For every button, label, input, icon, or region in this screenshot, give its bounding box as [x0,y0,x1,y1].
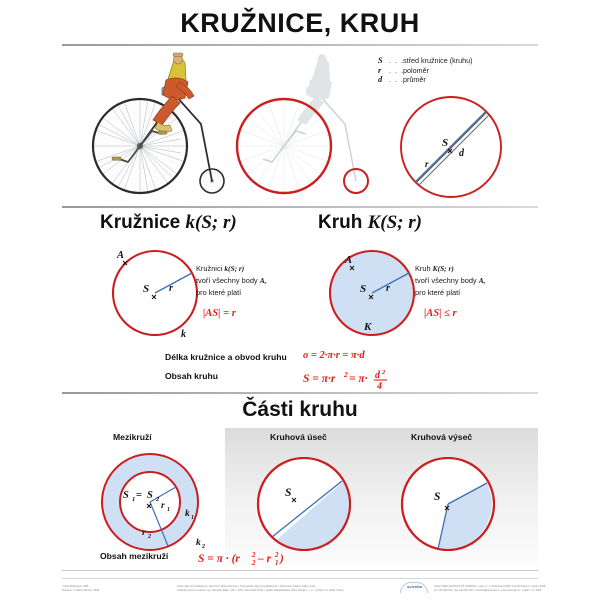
svg-text:S: S [147,490,153,501]
divider-footer-top [62,570,538,571]
text-kruznice-line2-plain: tvoří všechny body [196,276,260,285]
footer-col3-line2: tel. 222 522 023 • fax 222 522 024 • obchod@scientia.cz • www.scientia.cz • vydání 1.0, 2008 [434,589,542,592]
footer [62,582,546,598]
svg-text:= π·: = π· [349,373,368,385]
label-center-s: S [143,283,150,295]
svg-text:): ) [280,553,284,565]
label-radius-r: r [169,283,173,294]
figure-kruhova-usec [248,452,368,558]
svg-text:d: d [375,370,380,381]
legend-symbol-d: d [378,75,383,85]
text-kruznice-line2 [196,276,266,286]
label-mezikruzi: Mezikruží [113,432,152,442]
svg-text:2: 2 [252,559,256,567]
text-kruh-line2 [415,276,485,286]
footer-col2-line2: Grafická úprava a sazba: Ing. Stanislav Eliáš, CSc. • DTP: Alexandra Tichá • Vydalo Nakladatelství Vilém Novák s. r. o. • Vydání 1.0, 2008, Praha [177,589,344,592]
svg-text:2: 2 [202,544,205,550]
formula-kruh: |AS| ≤ r [424,308,457,319]
legend-text-s: střed kružnice (kruhu) [403,56,473,65]
footer-col1-line2: Ilustrace: © Martin Dlouhý, 2008 [62,589,100,592]
label-radius-r: r [425,159,429,169]
divider-top [62,44,538,46]
page-title: KRUŽNICE, KRUH [180,8,420,38]
svg-text:=: = [136,490,142,501]
divider-parts [62,392,538,394]
text-kruznice-line2-italic: A, [259,276,267,285]
formula-circumference-expr: o = 2·π·r = π·d [303,350,365,361]
svg-text:– r: – r [258,553,272,565]
svg-text:2: 2 [148,534,151,540]
heading-kruh [318,212,422,234]
legend-symbol-s: S [378,56,383,65]
text-kruh-line1-plain: Kruh [415,264,433,273]
svg-text:1: 1 [167,507,170,513]
legend-row-d [378,75,473,85]
footer-col1-line1: © Eva Müllerová, 2008 [62,585,89,588]
label-r1: r [161,501,165,511]
divider-middle [62,206,538,208]
penny-farthing-illustration [88,52,238,204]
divider-footer-bottom [62,578,538,579]
legend-dots-d: . . . [389,75,404,85]
label-center-s1-s2: S [123,490,129,501]
heading-kruznice-notation: k(S; r) [185,212,237,233]
label-point-a: A [345,255,353,266]
legend-row-r [378,66,473,76]
svg-text:1: 1 [191,515,194,521]
footer-col2-line1: Autor: Mgr. Eva Müllerová • Recenze: Marie Krbcová • Odpovědná: Mgr. Eva Müllerová • Technická redakce: Milan Jurek [177,585,316,588]
text-kruznice-line1 [196,264,244,274]
formula-area [303,366,395,393]
svg-text:1: 1 [275,559,279,567]
heading-kruh-word: Kruh [318,212,363,233]
label-r2: r [142,528,146,538]
text-kruh-line2-plain: tvoří všechny body [415,276,479,285]
text-kruznice-line3: pro které platí [196,288,242,297]
formula-circumference [303,350,365,361]
legend-row-s [378,56,473,66]
legend-dots-r: . . . [389,65,404,75]
label-kruhova-usec: Kruhová úseč [270,432,327,442]
text-kruh-line3: pro které platí [415,288,461,297]
scientia-logo-text: scientia [407,584,422,589]
heading-kruznice [100,212,237,234]
legend-text-r: poloměr [403,65,429,75]
text-kruznice-line1-plain: Kružnici [196,264,225,273]
penny-farthing-circles-overlay [232,52,382,204]
svg-text:1: 1 [132,496,136,503]
heading-kruznice-word: Kružnice [100,212,181,233]
text-kruznice-line1-bold: k(S; r) [224,264,245,273]
formula-label-area: Obsah kruhu [165,371,219,381]
svg-text:2: 2 [275,551,279,559]
heading-kruh-notation: K(S; r) [367,212,422,233]
text-kruh-line2-italic: A, [478,276,486,285]
svg-text:2: 2 [344,370,348,379]
svg-text:S = π·r: S = π·r [303,373,336,385]
text-kruh-line1 [415,264,454,274]
svg-text:4: 4 [377,381,382,390]
legend [378,56,473,85]
figure-kruhova-vysec [392,452,512,558]
figure-circle-diameter [385,92,517,202]
label-center-s: S [360,283,367,295]
legend-text-d: průměr [403,75,426,85]
legend-dots-s: . . . [389,56,404,65]
label-center-s: S [285,487,292,499]
label-curve-k: k [181,329,186,340]
formula-kruznice: |AS| = r [203,308,236,319]
figure-mezikruzi [88,450,224,556]
formula-label-circumference: Délka kružnice a obvod kruhu [165,352,287,362]
label-obsah-mezikruzi: Obsah mezikruží [100,551,169,561]
label-diameter-d: d [459,148,464,159]
label-radius-r: r [386,283,390,294]
label-center-s: S [442,137,449,149]
svg-text:2: 2 [382,369,386,376]
text-kruh-line1-bold: K(S; r) [432,264,454,273]
label-curve-K: K [364,321,372,333]
heading-parts: Části kruhu [242,398,358,421]
footer-col3-line1: Vydal: NAKLADATELSTVÍ SCIENTIA, spol. s r. o. Pobočná 1019/6, 130 00 Praha 3, vydání 2008 [434,585,546,588]
svg-text:2: 2 [156,496,160,503]
svg-text:S = π · (r: S = π · (r [198,553,240,565]
label-kruhova-vysec: Kruhová výseč [411,432,473,442]
label-k2: k [196,538,201,548]
svg-text:2: 2 [252,551,256,559]
label-center-s: S [434,491,441,503]
label-point-a: A [117,250,125,261]
label-k1: k [185,509,190,519]
legend-symbol-r: r [378,65,382,75]
